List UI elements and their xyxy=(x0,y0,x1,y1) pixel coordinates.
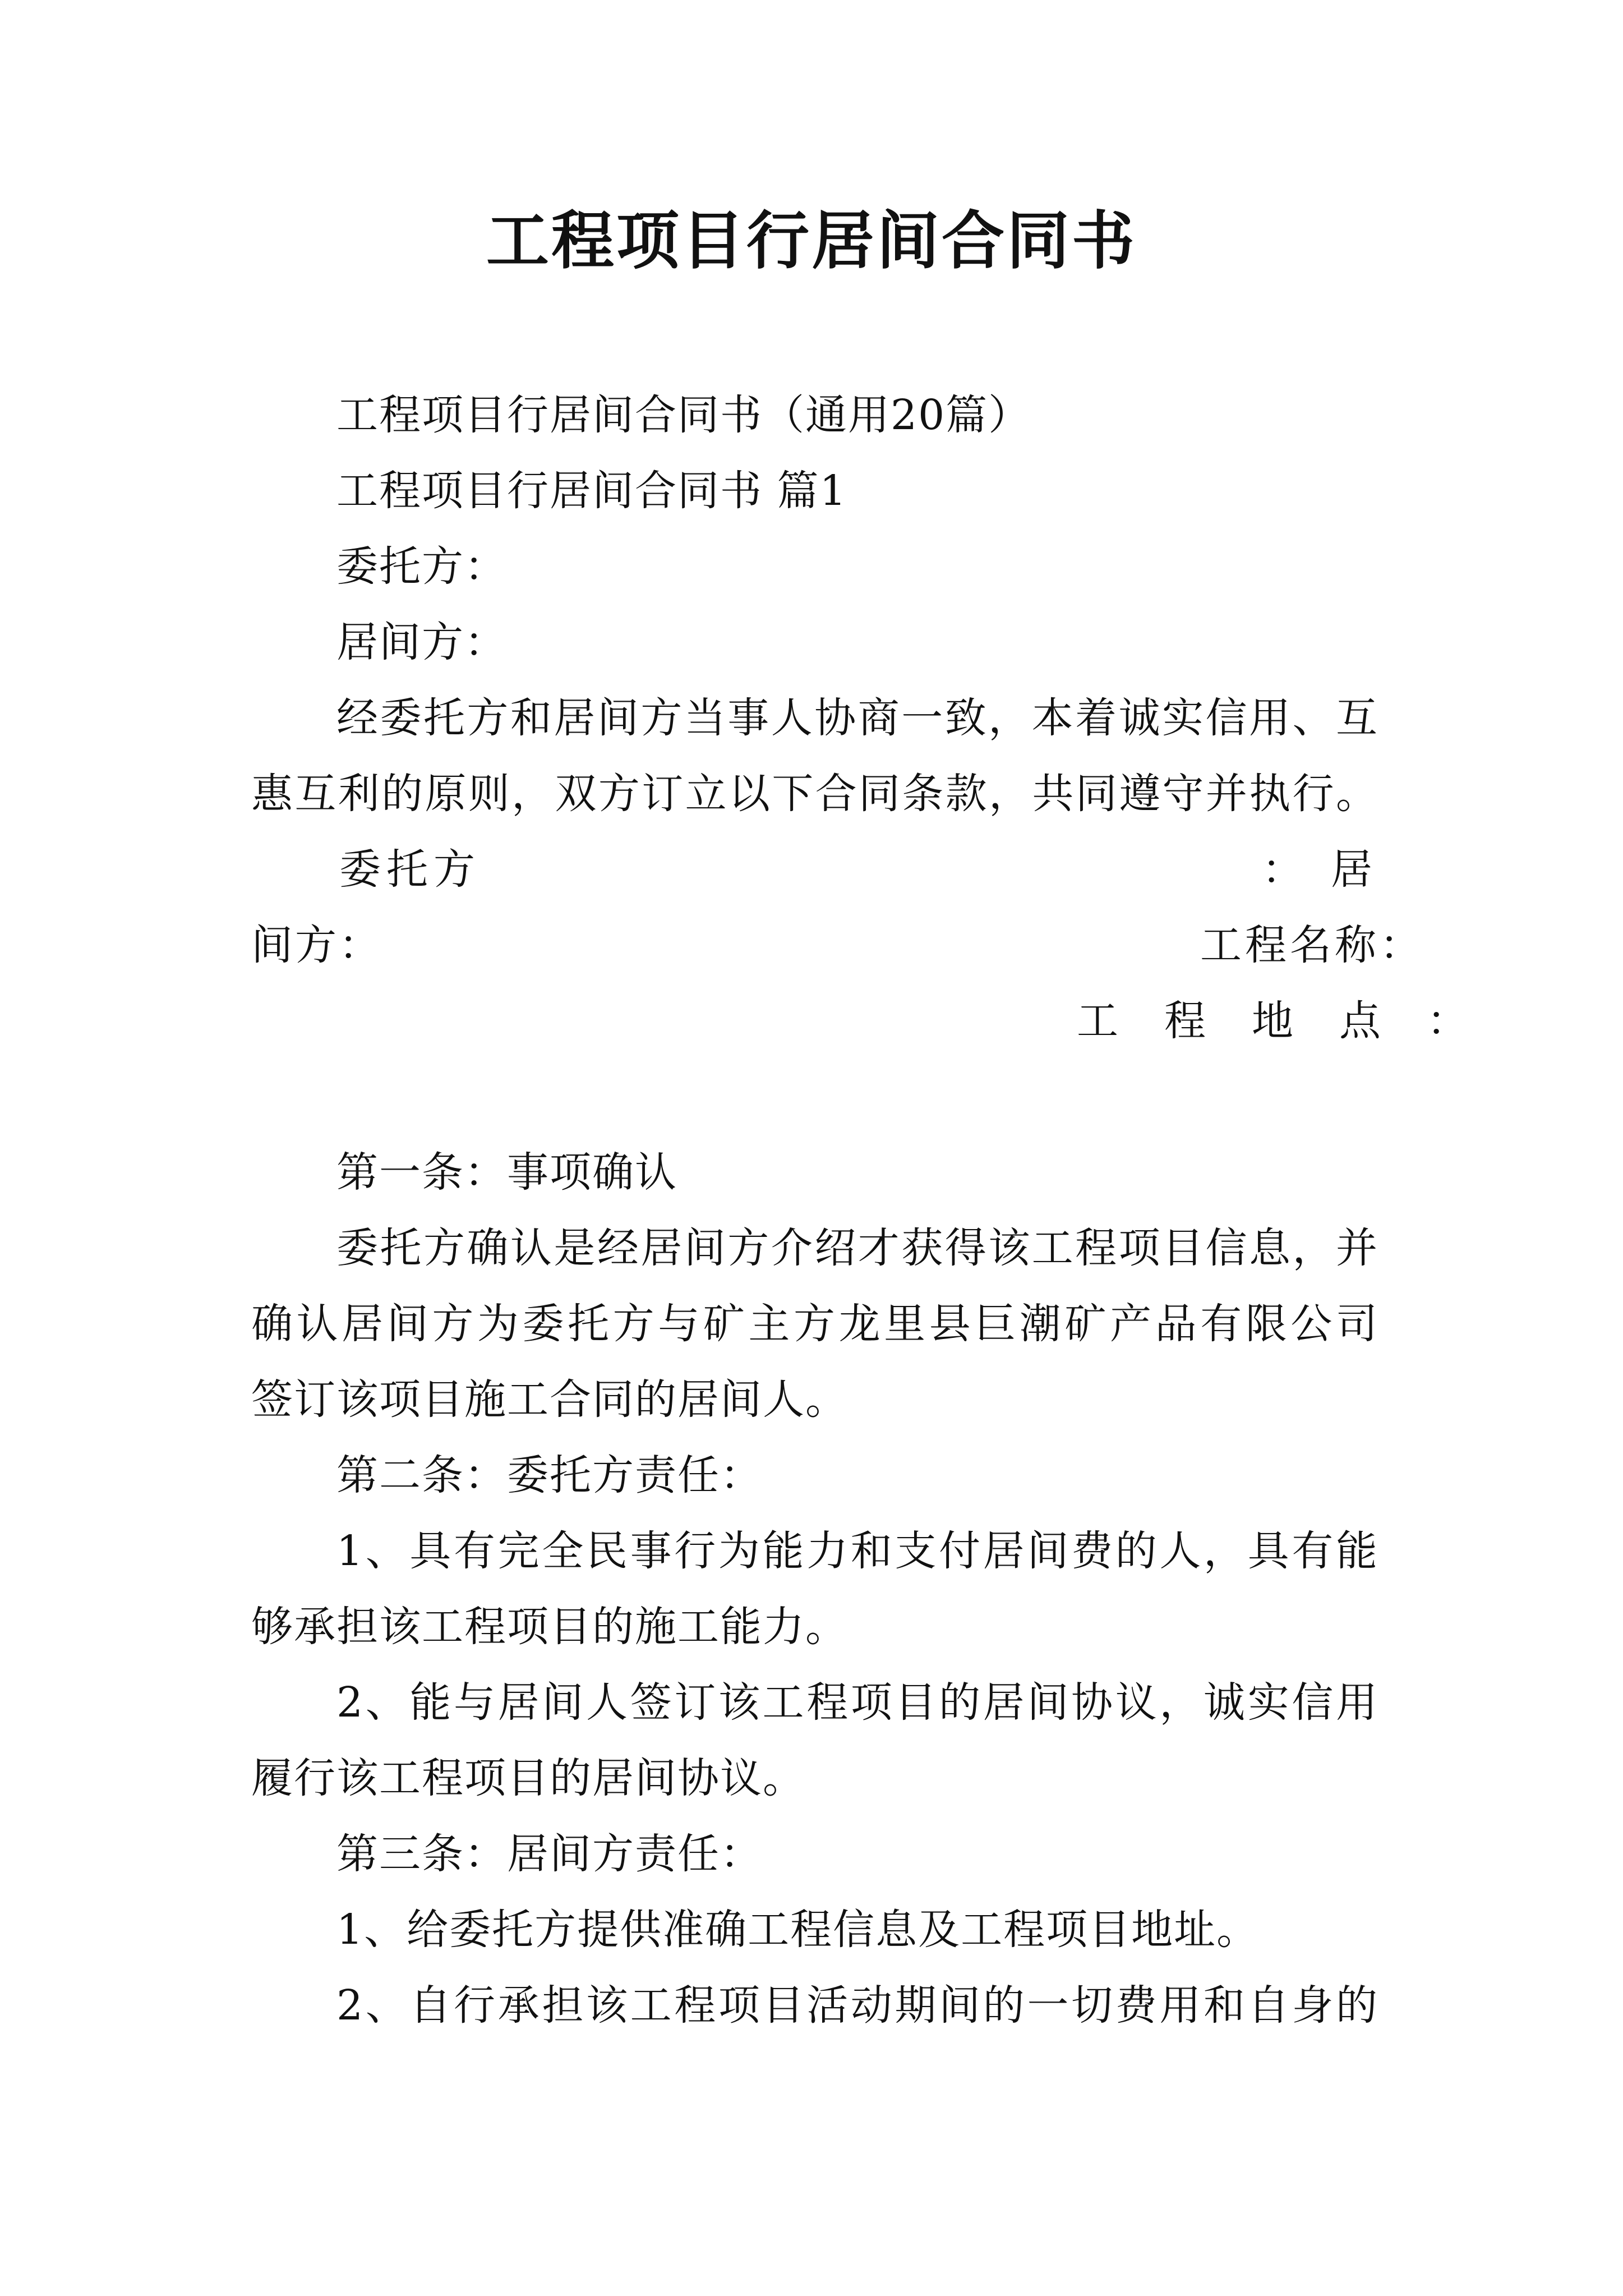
broker-label: 居间方： xyxy=(336,618,507,666)
article-text-line: 签订该项目施工合同的居间人。 xyxy=(251,1375,848,1424)
section-heading: 工程项目行居间合同书 篇1 xyxy=(336,467,847,515)
form-project-name-label: 工程名称： xyxy=(1200,921,1424,969)
article-text-line: 1、给委托方提供准确工程信息及工程项目地址。 xyxy=(336,1906,1260,1954)
form-broker-label: 间方： xyxy=(251,921,382,969)
preamble-line: 经委托方和居间方当事人协商一致，本着诚实信用、互 xyxy=(336,694,1378,742)
article-text-line: 履行该工程项目的居间协议。 xyxy=(251,1754,805,1802)
article-text-line: 1、具有完全民事行为能力和支付居间费的人，具有能 xyxy=(336,1527,1378,1575)
form-colon-ju: ： 居 xyxy=(1262,845,1376,894)
client-label: 委托方： xyxy=(336,542,507,591)
article-title: 第一条：事项确认 xyxy=(336,1148,677,1197)
article-text-line: 确认居间方为委托方与矿主方龙里县巨潮矿产品有限公司 xyxy=(251,1300,1378,1348)
document-title: 工程项目行居间合同书 xyxy=(486,204,1137,278)
form-client-label: 委托方 xyxy=(339,845,481,894)
article-text-line: 2、能与居间人签订该工程项目的居间协议，诚实信用 xyxy=(336,1678,1378,1727)
form-project-location-label: 工 程 地 点 ： xyxy=(1077,997,1470,1045)
article-text-line: 够承担该工程项目的施工能力。 xyxy=(251,1603,848,1651)
article-title: 第三条：居间方责任： xyxy=(336,1830,763,1878)
document-subtitle: 工程项目行居间合同书（通用20篇） xyxy=(336,391,1031,439)
article-text-line: 委托方确认是经居间方介绍才获得该工程项目信息，并 xyxy=(336,1224,1378,1272)
article-text-line: 2、自行承担该工程项目活动期间的一切费用和自身的 xyxy=(336,1981,1378,2030)
article-title: 第二条：委托方责任： xyxy=(336,1451,763,1499)
preamble-line: 惠互利的原则，双方订立以下合同条款，共同遵守并执行。 xyxy=(251,770,1378,818)
